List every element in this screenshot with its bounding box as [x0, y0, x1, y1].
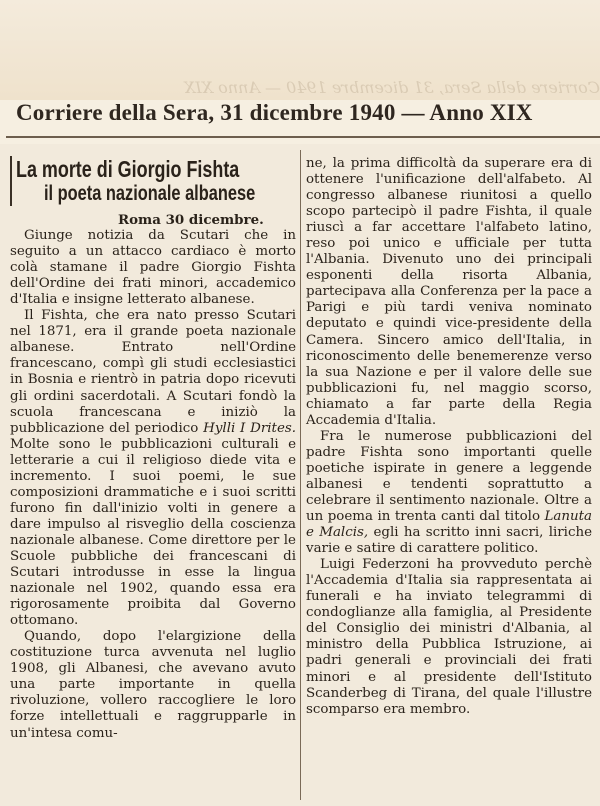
article-subheadline: il poeta nazionale albanese	[44, 182, 256, 205]
headline-block	[10, 156, 296, 206]
paragraph: Giunge notizia da Scutari che in seguito a un attacco cardiaco è morto colà stamane il padre Giorgio Fishta dell'Ordine dei frati minori, accademico d'Italia e insigne letterato albanese.	[10, 228, 296, 308]
poem-title: Lanuta e Malcis,	[306, 509, 592, 541]
newspaper-masthead: Corriere della Sera, 31 dicembre 1940 — Anno XIX	[16, 100, 533, 125]
masthead-rule	[6, 136, 600, 138]
paragraph: ne, la prima difficoltà da superare era di ottenere l'unificazione dell'alfabeto. Al congresso albanese riunitosi a quello scopo partecipò il padre Fishta, il quale riuscì a far accettare l'alfabeto latino, reso poi unico e ufficiale per tutta l'Albania. Divenuto uno dei principali esponenti della risorta Albania, partecipava alla Conferenza per la pace a Parigi e più tardi veniva nominato deputato e quindi vice-presidente della Camera. Sincero amico dell'Italia, in riconoscimento delle benemerenze verso la sua Nazione e per il valore delle sue pubblicazioni fu, nel maggio scorso, chiamato a far parte della Regia Accademia d'Italia.	[306, 156, 592, 428]
paragraph: Luigi Federzoni ha provveduto perchè l'Accademia d'Italia sia rappresentata ai funerali e ha inviato telegrammi di condoglianze alla famiglia, al Presidente del Consiglio dei ministri d'Albania, al ministro della Pubblica Istruzione, ai padri generali e provinciali dei frati minori e al presidente dell'Istituto Scanderbeg di Tirana, del quale l'illustre scomparso era membro.	[306, 557, 592, 717]
dateline: Roma 30 dicembre.	[118, 212, 264, 228]
paragraph: Quando, dopo l'elargizione della costituzione turca avvenuta nel luglio 1908, gli Albanesi, che avevano avuto una parte importante in quella rivoluzione, vollero raccogliere le loro forze intellettuali e raggrupparle in un'intesa comu-	[10, 629, 296, 741]
right-column	[306, 156, 592, 718]
article-headline: La morte di Giorgio Fishta	[16, 156, 240, 182]
column-divider	[300, 150, 301, 800]
left-column	[10, 156, 296, 742]
paragraph: Fra le numerose pubblicazioni del padre Fishta sono importanti quelle poetiche ispirate in genere a leggende albanesi e tendenti soprattutto a celebrare il sentimento nazionale. Oltre a un poema in trenta canti dal titolo Lanuta e Malcis, egli ha scritto inni sacri, liriche varie e satire di carattere politico.	[306, 428, 592, 557]
periodical-title: Hylli I Drites.	[203, 420, 296, 436]
paragraph: Il Fishta, che era nato presso Scutari nel 1871, era il grande poeta nazionale albanese. Entrato nell'Ordine francescano, compì gli studi ecclesiastici in Bosnia e rientrò in patria dopo ricevuti gli ordini sacerdotali. A Scutari fondò la scuola francescana e iniziò la pubblicazione del periodico Hylli I Drites. Molte sono le pubblicazioni culturali e letterarie a cui il religioso diede vita e incremento. I suoi poemi, le sue composizioni drammatiche e i suoi scritti furono fin dall'inizio volti in genere a dare impulso al risveglio della coscienza nazionale albanese. Come direttore per le Scuole pubbliche dei francescani di Scutari introdusse in esse la lingua nazionale nel 1902, quando essa era rigorosamente proibita dal Governo ottomano.	[10, 308, 296, 629]
bleed-through-text: Corriere della Sera, 31 dicembre 1940 — Anno XIX	[183, 78, 600, 97]
